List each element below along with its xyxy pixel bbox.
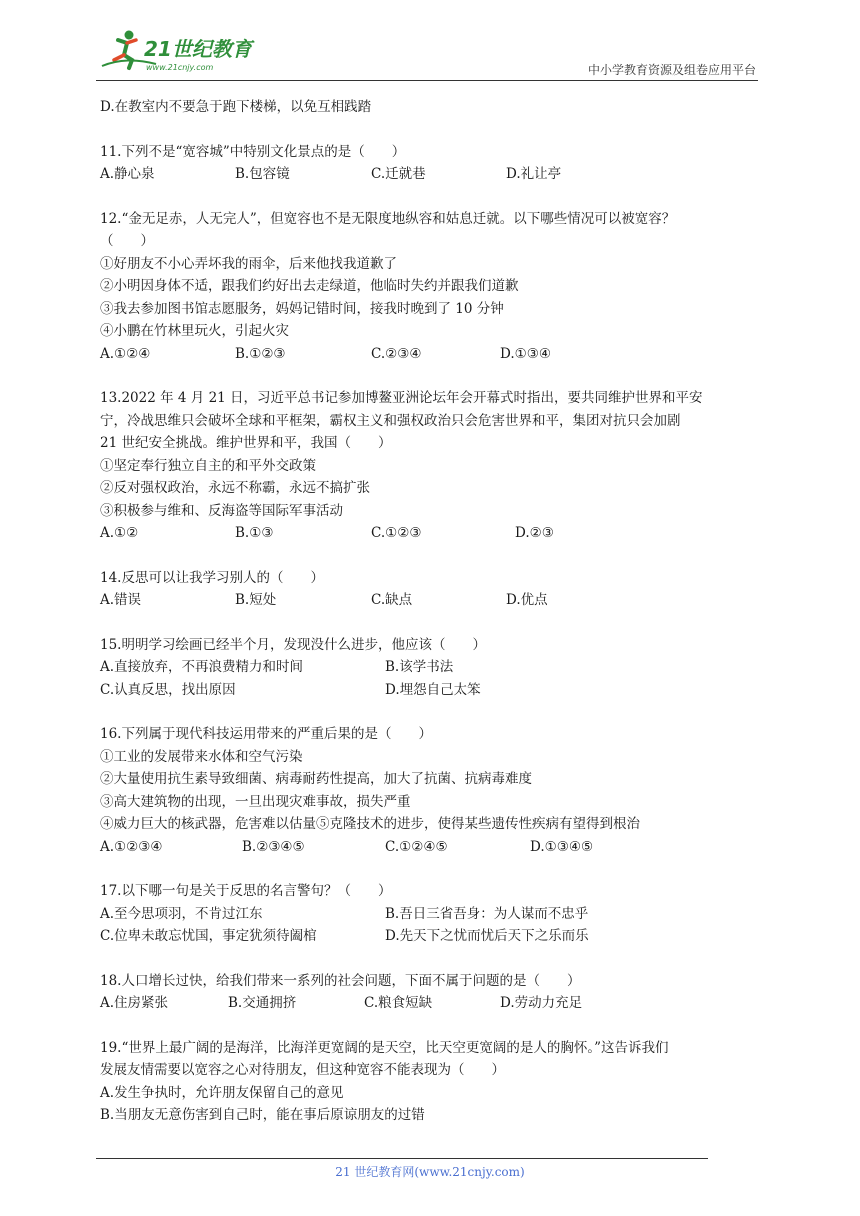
q16-stem: 16.下列属于现代科技运用带来的严重后果的是（ ）	[100, 726, 432, 742]
q18-option-b: B.交通拥挤	[228, 995, 297, 1011]
q12-stem: 12.“金无足赤，人无完人”，但宽容也不是无限度地纵容和姑息迁就。以下哪些情况可以被宽容？	[100, 210, 676, 227]
q15-option-d: D.埋怨自己太笨	[385, 681, 481, 698]
q12-item: ④小鹏在竹林里玩火，引起火灾	[100, 323, 289, 339]
q15-option-b: B.该学书法	[385, 659, 454, 675]
q13-stem: 21 世纪安全挑战。维护世界和平，我国（ ）	[100, 435, 392, 451]
q16-item: ④威力巨大的核武器，危害难以估量⑤克隆技术的进步，使得某些遗传性疾病有望得到根治	[100, 816, 640, 832]
q17-option-c: C.位卑未敢忘忧国，事定犹须待阖棺	[100, 928, 317, 944]
q18-options	[100, 992, 760, 1015]
q16-option-c: C.①②④⑤	[385, 838, 448, 855]
q15-stem: 15.明明学习绘画已经半个月，发现没什么进步，他应该（ ）	[100, 636, 486, 653]
q13-stem: 13.2022 年 4 月 21 日，习近平总书记参加博鳌亚洲论坛年会开幕式时指出，要共同维护世界和平安	[100, 390, 703, 406]
q11-option-c: C.迁就巷	[371, 166, 426, 182]
q12-option-b: B.①②③	[235, 345, 286, 362]
q18-option-c: C.粮食短缺	[364, 995, 433, 1011]
q13-item: ③积极参与维和、反海盗等国际军事活动	[100, 502, 343, 519]
q13-stem: 宁，冷战思维只会破坏全球和平框架，霸权主义和强权政治只会危害世界和平，集团对抗只会加剧	[100, 412, 681, 429]
q19-stem: 发展友情需要以宽容之心对待朋友，但这种宽容不能表现为（ ）	[100, 1062, 505, 1078]
q12-option-c: C.②③④	[371, 345, 422, 362]
q16-item: ②大量使用抗生素导致细菌、病毒耐药性提高，加大了抗菌、抗病毒难度	[100, 771, 532, 787]
q13-item: ①坚定奉行独立自主的和平外交政策	[100, 457, 316, 474]
q10-option-d: D.在教室内不要急于跑下楼梯，以免互相践踏	[100, 99, 372, 115]
q11-option-a: A.静心泉	[100, 166, 155, 182]
question-list	[100, 96, 760, 1127]
q15-option-a: A.直接放弃，不再浪费精力和时间	[100, 659, 304, 675]
q18-option-a: A.住房紧张	[100, 995, 169, 1011]
q19-stem: 19.“世界上最广阔的是海洋，比海洋更宽阔的是天空，比天空更宽阔的是人的胸怀。”这告诉我们	[100, 1039, 669, 1056]
q16-item: ①工业的发展带来水体和空气污染	[100, 748, 303, 765]
header-divider	[96, 80, 758, 81]
q14-option-d: D.优点	[506, 592, 548, 608]
q19-option-b: B.当朋友无意伤害到自己时，能在事后原谅朋友的过错	[100, 1107, 425, 1123]
q16-item: ③高大建筑物的出现，一旦出现灾难事故，损失严重	[100, 793, 411, 810]
logo-url: www.21cnjy.com	[146, 63, 214, 72]
q14-options	[100, 589, 760, 612]
q14-option-b: B.短处	[235, 592, 277, 608]
q11-options	[100, 163, 760, 186]
q17-options	[100, 903, 760, 926]
q13-item: ②反对强权政治，永远不称霸，永远不搞扩张	[100, 480, 370, 496]
q13-option-b: B.①③	[235, 525, 274, 541]
q18-option-d: D.劳动力充足	[500, 995, 583, 1011]
q14-option-c: C.缺点	[371, 592, 413, 608]
q12-option-a: A.①②④	[100, 345, 151, 362]
q17-option-d: D.先天下之忧而忧后天下之乐而乐	[385, 928, 589, 944]
q13-option-d: D.②③	[515, 525, 554, 541]
q11-option-b: B.包容镜	[235, 166, 290, 182]
q17-stem: 17.以下哪一句是关于反思的名言警句？（ ）	[100, 883, 392, 899]
footer-divider	[96, 1158, 708, 1159]
q14-option-a: A.错误	[100, 592, 142, 608]
q15-options	[100, 656, 760, 679]
q13-option-a: A.①②	[100, 525, 139, 541]
q19-option-a: A.发生争执时，允许朋友保留自己的意见	[100, 1084, 344, 1101]
q12-stem: （ ）	[100, 233, 154, 249]
site-name: 中小学教育资源及组卷应用平台	[587, 63, 756, 77]
q12-item: ①好朋友不小心弄坏我的雨伞，后来他找我道歉了	[100, 255, 397, 272]
q16-option-a: A.①②③④	[100, 838, 163, 855]
q14-stem: 14.反思可以让我学习别人的（ ）	[100, 569, 324, 586]
q12-option-d: D.①③④	[500, 345, 551, 362]
q12-options	[100, 343, 760, 366]
q12-item: ③我去参加图书馆志愿服务，妈妈记错时间，接我时晚到了 10 分钟	[100, 300, 504, 317]
q16-option-b: B.②③④⑤	[242, 838, 305, 855]
q12-item: ②小明因身体不适，跟我们约好出去走绿道，他临时失约并跟我们道歉	[100, 278, 519, 294]
logo-text: 21世纪教育	[144, 37, 252, 61]
q16-option-d: D.①③④⑤	[530, 838, 594, 855]
q15-option-c: C.认真反思，找出原因	[100, 681, 236, 698]
q17-option-a: A.至今思项羽，不肯过江东	[100, 905, 263, 922]
q15-options	[100, 679, 760, 702]
q11-stem: 11.下列不是“宽容城”中特别文化景点的是（ ）	[100, 143, 406, 160]
q13-options	[100, 522, 760, 545]
footer-text: 21 世纪教育网(www.21cnjy.com)	[335, 1165, 525, 1179]
logo-21cnjy	[96, 26, 256, 76]
q18-stem: 18.人口增长过快，给我们带来一系列的社会问题，下面不属于问题的是（ ）	[100, 972, 581, 989]
page-header	[96, 26, 758, 78]
q17-options	[100, 925, 760, 948]
q11-option-d: D.礼让亭	[506, 166, 562, 182]
q17-option-b: B.吾日三省吾身：为人谋而不忠乎	[385, 905, 589, 922]
q16-options	[100, 836, 760, 859]
q13-option-c: C.①②③	[371, 525, 422, 541]
